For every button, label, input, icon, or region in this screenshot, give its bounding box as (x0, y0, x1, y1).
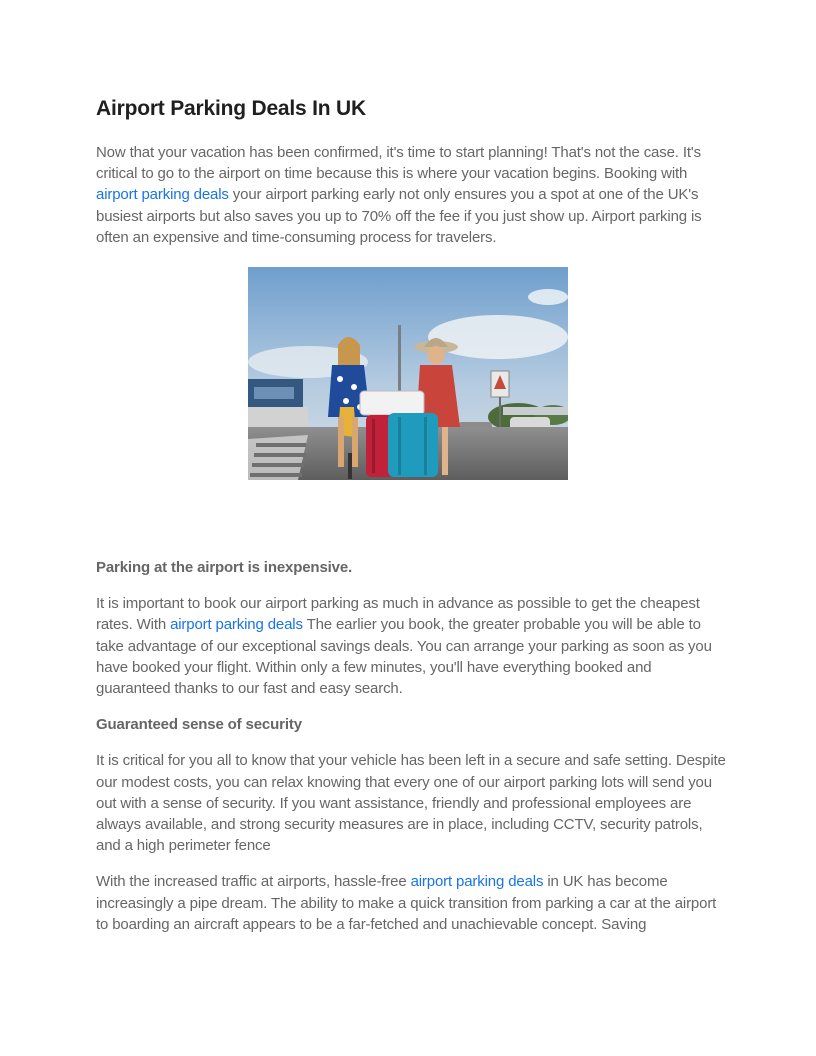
airport-parking-deals-link[interactable]: airport parking deals (96, 186, 229, 204)
page-title: Airport Parking Deals In UK (96, 97, 366, 120)
intro-text-2: your airport parking early not only ensures you a spot at one of the UK's busiest airports but also saves you up to 70% off the fee if you just show up. Airport parking is often an expensive and time-consuming process for travelers. (96, 186, 702, 246)
section3-paragraph (96, 871, 726, 935)
intro-text-1: Now that your vacation has been confirmed, it's time to start planning! That's not the case. It's critical to go to the airport on time because this is where your vacation begins. Booking with (96, 144, 701, 183)
airport-parking-deals-link[interactable]: airport parking deals (410, 873, 544, 891)
section2-paragraph: It is critical for you all to know that your vehicle has been left in a secure and safe setting. Despite our modest costs, you can relax knowing that every one of our airport parking lots will send you out with a sense of security. If you want assistance, friendly and professional employees are always available, and strong security measures are in place, including CCTV, security patrols, and a high perimeter fence (96, 752, 726, 855)
section-heading-inexpensive: Parking at the airport is inexpensive. (96, 559, 353, 577)
section-heading-security: Guaranteed sense of security (96, 716, 302, 734)
section1-paragraph (96, 593, 726, 699)
section3-text-2: in UK has become increasingly a pipe dream. The ability to make a quick transition from parking a car at the airport to boarding an aircraft appears to be a far-fetched and unachievable concept. Saving (96, 873, 717, 933)
travelers-luggage-photo (248, 267, 568, 480)
airport-parking-deals-link[interactable]: airport parking deals (170, 616, 303, 634)
intro-paragraph (96, 142, 726, 248)
section1-text-1: It is important to book our airport parking as much in advance as possible to get the cheapest rates. With (96, 595, 700, 634)
section1-text-2: The earlier you book, the greater probable you will be able to take advantage of our exceptional savings deals. You can arrange your parking as soon as you have booked your flight. Within only a few minutes, you'll have everything booked and guaranteed thanks to our fast and easy search. (96, 616, 712, 698)
document-content (96, 94, 726, 935)
section3-text-1: With the increased traffic at airports, hassle-free (96, 873, 411, 891)
